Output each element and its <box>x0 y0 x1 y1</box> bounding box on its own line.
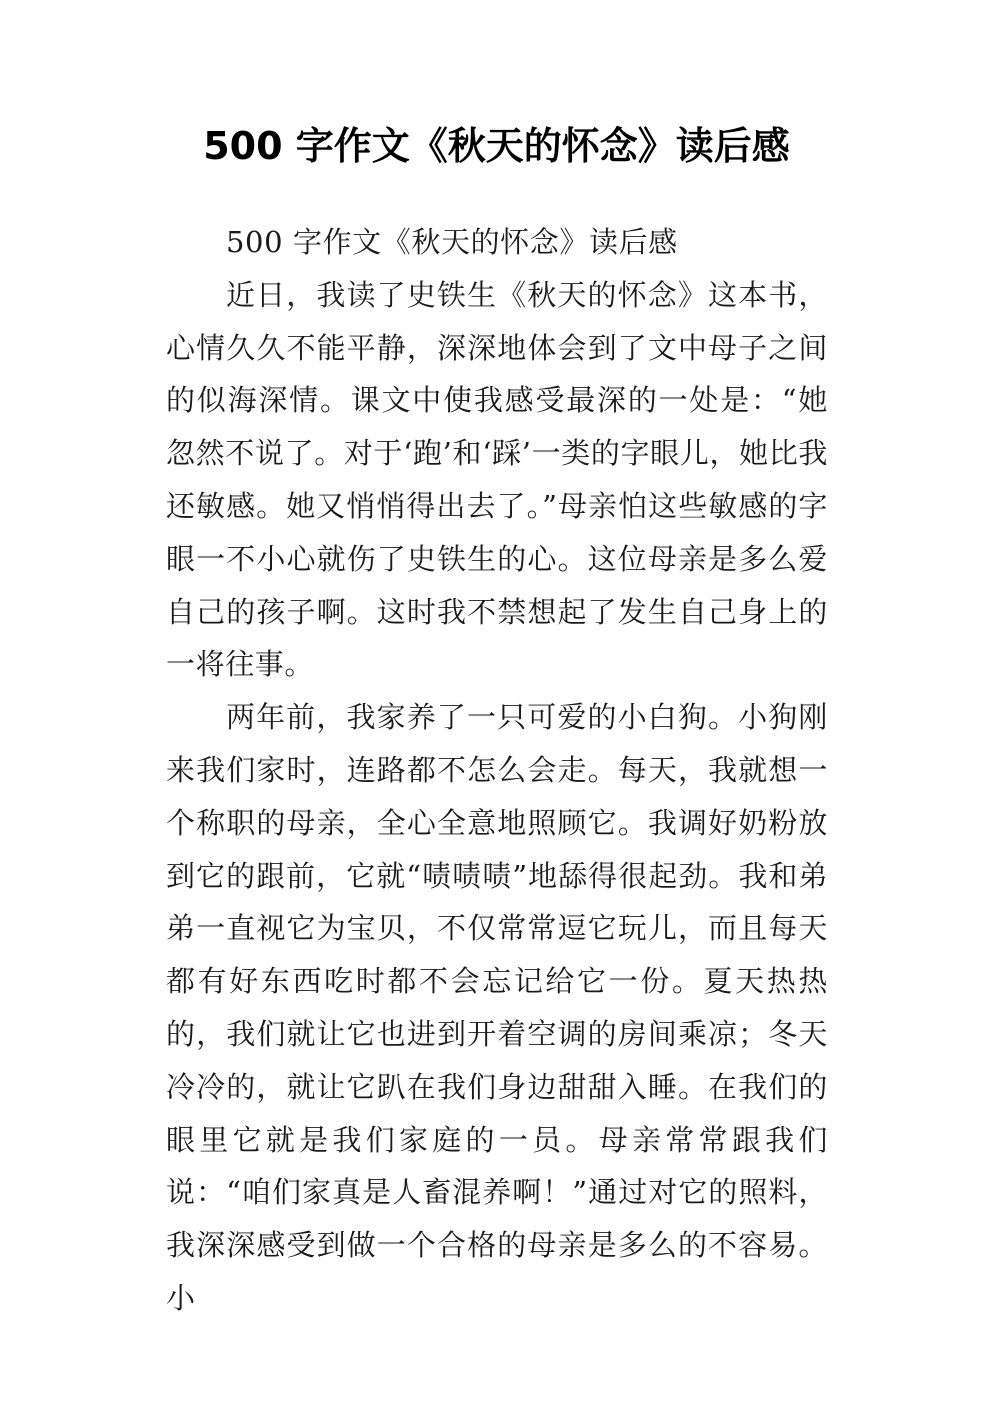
paragraph-2: 两年前，我家养了一只可爱的小白狗。小狗刚来我们家时，连路都不怎么会走。每天，我就想一个称职的母亲，全心全意地照顾它。我调好奶粉放到它的跟前，它就“啧啧啧”地舔得很起劲。我和弟弟一直视它为宝贝，不仅常常逗它玩儿，而且每天都有好东西吃时都不会忘记给它一份。夏天热热的，我们就让它也进到开着空调的房间乘凉；冬天冷冷的，就让它趴在我们身边甜甜入睡。在我们的眼里它就是我们家庭的一员。母亲常常跟我们说：“咱们家真是人畜混养啊！”通过对它的照料，我深深感受到做一个合格的母亲是多么的不容易。小 <box>166 700 828 1315</box>
document-title: 500 字作文《秋天的怀念》读后感 <box>203 124 790 168</box>
document-body <box>166 216 828 1325</box>
paragraph-1: 近日，我读了史铁生《秋天的怀念》这本书，心情久久不能平静，深深地体会到了文中母子之间的似海深情。课文中使我感受最深的一处是：“她忽然不说了。对于‘跑’和‘踩’一类的字眼儿，她比我还敏感。她又悄悄得出去了。”母亲怕这些敏感的字眼一不小心就伤了史铁生的心。这位母亲是多么爱自己的孩子啊。这时我不禁想起了发生自己身上的一将往事。 <box>166 277 828 682</box>
paragraph-subtitle: 500 字作文《秋天的怀念》读后感 <box>226 225 678 259</box>
